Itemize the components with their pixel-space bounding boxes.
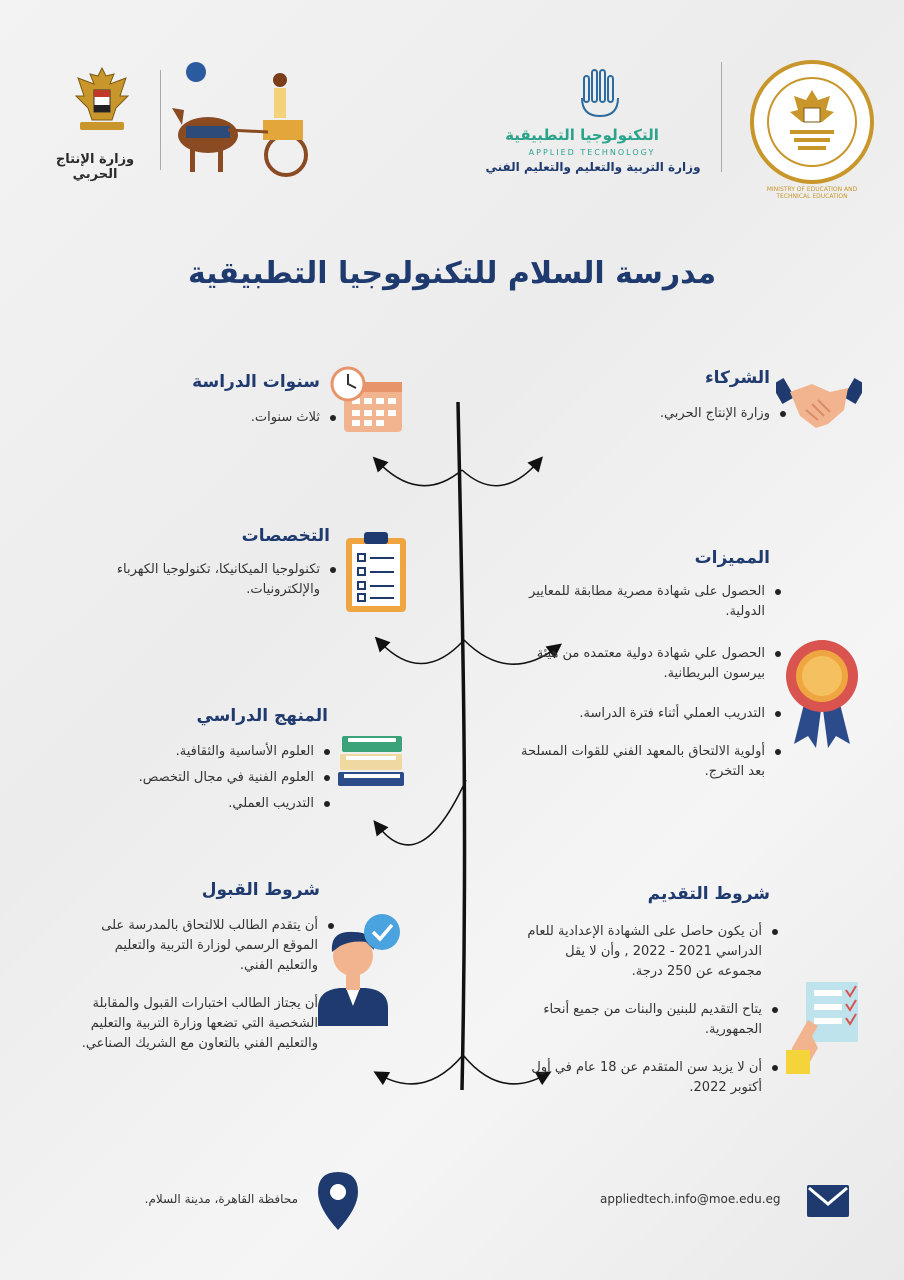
list-item: الحصول على شهادة مصرية مطابقة للمعايير الدولية. [515,582,765,622]
calendar-clock-icon [330,366,406,436]
partners-list [560,404,788,432]
study-years-list [120,408,338,436]
study-years-heading: سنوات الدراسة [192,372,320,392]
features-list [515,582,783,790]
list-item: أن يجتاز الطالب اختبارات القبول والمقابلة الشخصية التي تضعها وزارة التربية والتعليم والتعليم الفني بالتعاون مع الشريك الصناعي. [80,994,318,1054]
curriculum-list [60,742,332,822]
list-item: أن يتقدم الطالب للالتحاق بالمدرسة على الموقع الرسمي لوزارة التربية والتعليم والتعليم الفني. [80,916,318,976]
moe-name: وزارة التربية والتعليم والتعليم الفني [485,160,701,174]
applied-tech-arabic: التكنولوجيا التطبيقية [505,126,659,144]
list-item: أولوية الالتحاق بالمعهد الفني للقوات المسلحة بعد التخرج. [515,742,765,782]
seal-text: MINISTRY OF EDUCATION AND TECHNICAL EDUCATION [766,186,858,200]
application-list [522,922,780,1106]
list-item: وزارة الإنتاج الحربي. [560,404,770,424]
list-item: التدريب العملي. [60,794,314,814]
email-envelope-icon [806,1184,850,1218]
verified-student-icon [316,910,402,1026]
list-item: العلوم الأساسية والثقافية. [60,742,314,762]
list-item: تكنولوجيا الميكانيكا، تكنولوجيا الكهرباء والإلكترونيات. [80,560,320,600]
admission-list [80,916,336,1062]
footer-email[interactable]: appliedtech.info@moe.edu.eg [600,1192,781,1206]
page-title: مدرسة السلام للتكنولوجيا التطبيقية [187,256,717,291]
list-item: ثلاث سنوات. [120,408,320,428]
location-pin-icon [316,1170,360,1232]
list-item: التدريب العملي أثناء فترة الدراسة. [515,704,765,724]
application-form-icon [784,978,864,1074]
curriculum-heading: المنهج الدراسي [196,706,328,726]
application-heading: شروط التقديم [647,884,770,904]
military-ministry-name: وزارة الإنتاج الحربي [55,152,135,182]
list-item: العلوم الفنية في مجال التخصص. [60,768,314,788]
features-heading: المميزات [694,548,770,568]
specializations-heading: التخصصات [241,526,330,546]
handshake-icon [776,370,862,432]
checklist-clipboard-icon [344,530,408,614]
books-stack-icon [336,732,408,788]
partners-heading: الشركاء [704,368,770,388]
list-item: أن يكون حاصل على الشهادة الإعدادية للعام الدراسي 2021 - 2022 , وأن لا يقل مجموعه عن 250 درجة. [522,922,762,982]
award-medal-icon [782,636,862,748]
specializations-list [80,560,338,608]
list-item: يتاح التقديم للبنين والبنات من جميع أنحاء الجمهورية. [522,1000,762,1040]
admission-heading: شروط القبول [201,880,320,900]
applied-tech-english: APPLIED TECHNOLOGY [528,148,656,157]
footer-address: محافظة القاهرة، مدينة السلام. [144,1192,298,1206]
list-item: أن لا يزيد سن المتقدم عن 18 عام في أول أكتوبر 2022. [522,1058,762,1098]
list-item: الحصول علي شهادة دولية معتمده من هيئة بيرسون البريطانية. [515,644,765,684]
